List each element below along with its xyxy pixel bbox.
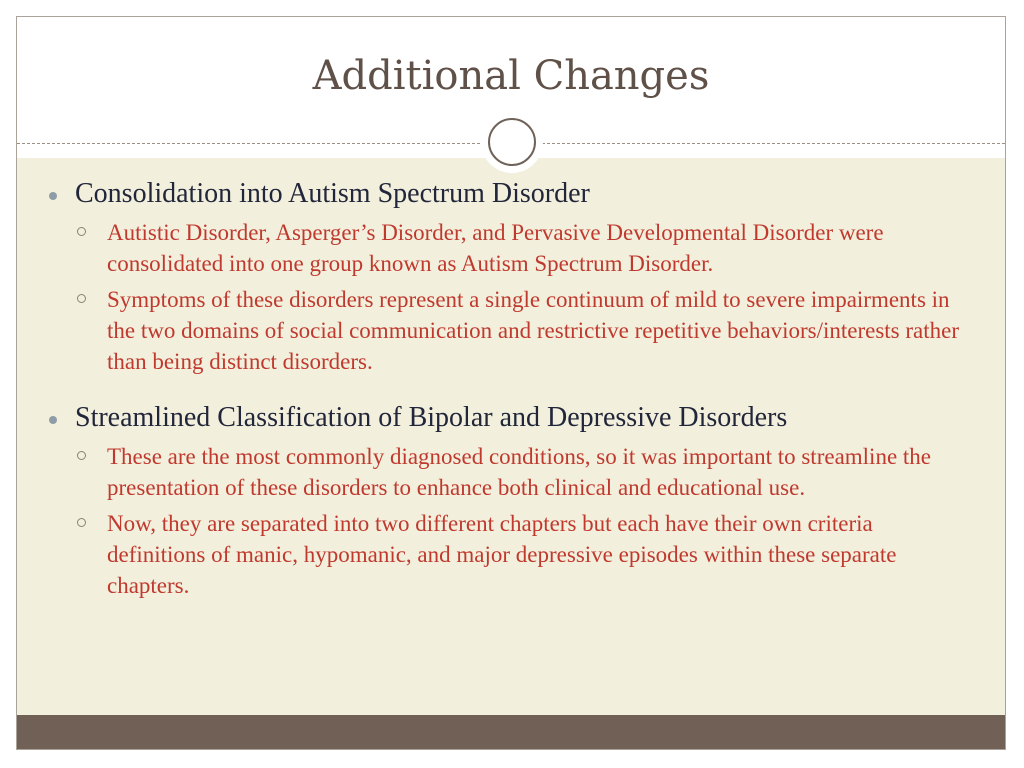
- sub-bullet-item: [75, 441, 969, 503]
- bullet-dot-icon: [49, 192, 57, 200]
- sub-bullet-list: [75, 217, 969, 377]
- section-heading: Consolidation into Autism Spectrum Disorder: [75, 178, 590, 209]
- sub-bullet-text: Autistic Disorder, Asperger’s Disorder, and Pervasive Developmental Disorder were consolidated into one group known as Autism Spectrum Disorder.: [107, 220, 884, 276]
- slide: [16, 16, 1006, 750]
- sub-bullet-list: [75, 441, 969, 601]
- bullet-section-bipolar: [17, 401, 1005, 601]
- section-heading: Streamlined Classification of Bipolar and Depressive Disorders: [75, 402, 788, 433]
- sub-bullet-item: [75, 508, 969, 601]
- bullet-dot-icon: [49, 416, 57, 424]
- ring-bullet-icon: [77, 294, 86, 303]
- sub-bullet-item: [75, 217, 969, 279]
- bullet-section-autism: [17, 177, 1005, 377]
- sub-bullet-text: Symptoms of these disorders represent a single continuum of mild to severe impairments in the two domains of social communication and restrictive repetitive behaviors/interests rather than being distinct disorders.: [107, 287, 960, 374]
- sub-bullet-item: [75, 284, 969, 377]
- footer-bar: [17, 715, 1005, 750]
- slide-title: Additional Changes: [312, 53, 710, 99]
- bullet-list: [17, 177, 1005, 601]
- sub-bullet-text: These are the most commonly diagnosed conditions, so it was important to streamline the presentation of these disorders to enhance both clinical and educational use.: [107, 444, 932, 500]
- circle-ornament-icon: [488, 118, 536, 166]
- ring-bullet-icon: [77, 227, 86, 236]
- ring-bullet-icon: [77, 451, 86, 460]
- ring-bullet-icon: [77, 518, 86, 527]
- sub-bullet-text: Now, they are separated into two different chapters but each have their own criteria definitions of manic, hypomanic, and major depressive episodes within these separate chapters.: [107, 511, 897, 598]
